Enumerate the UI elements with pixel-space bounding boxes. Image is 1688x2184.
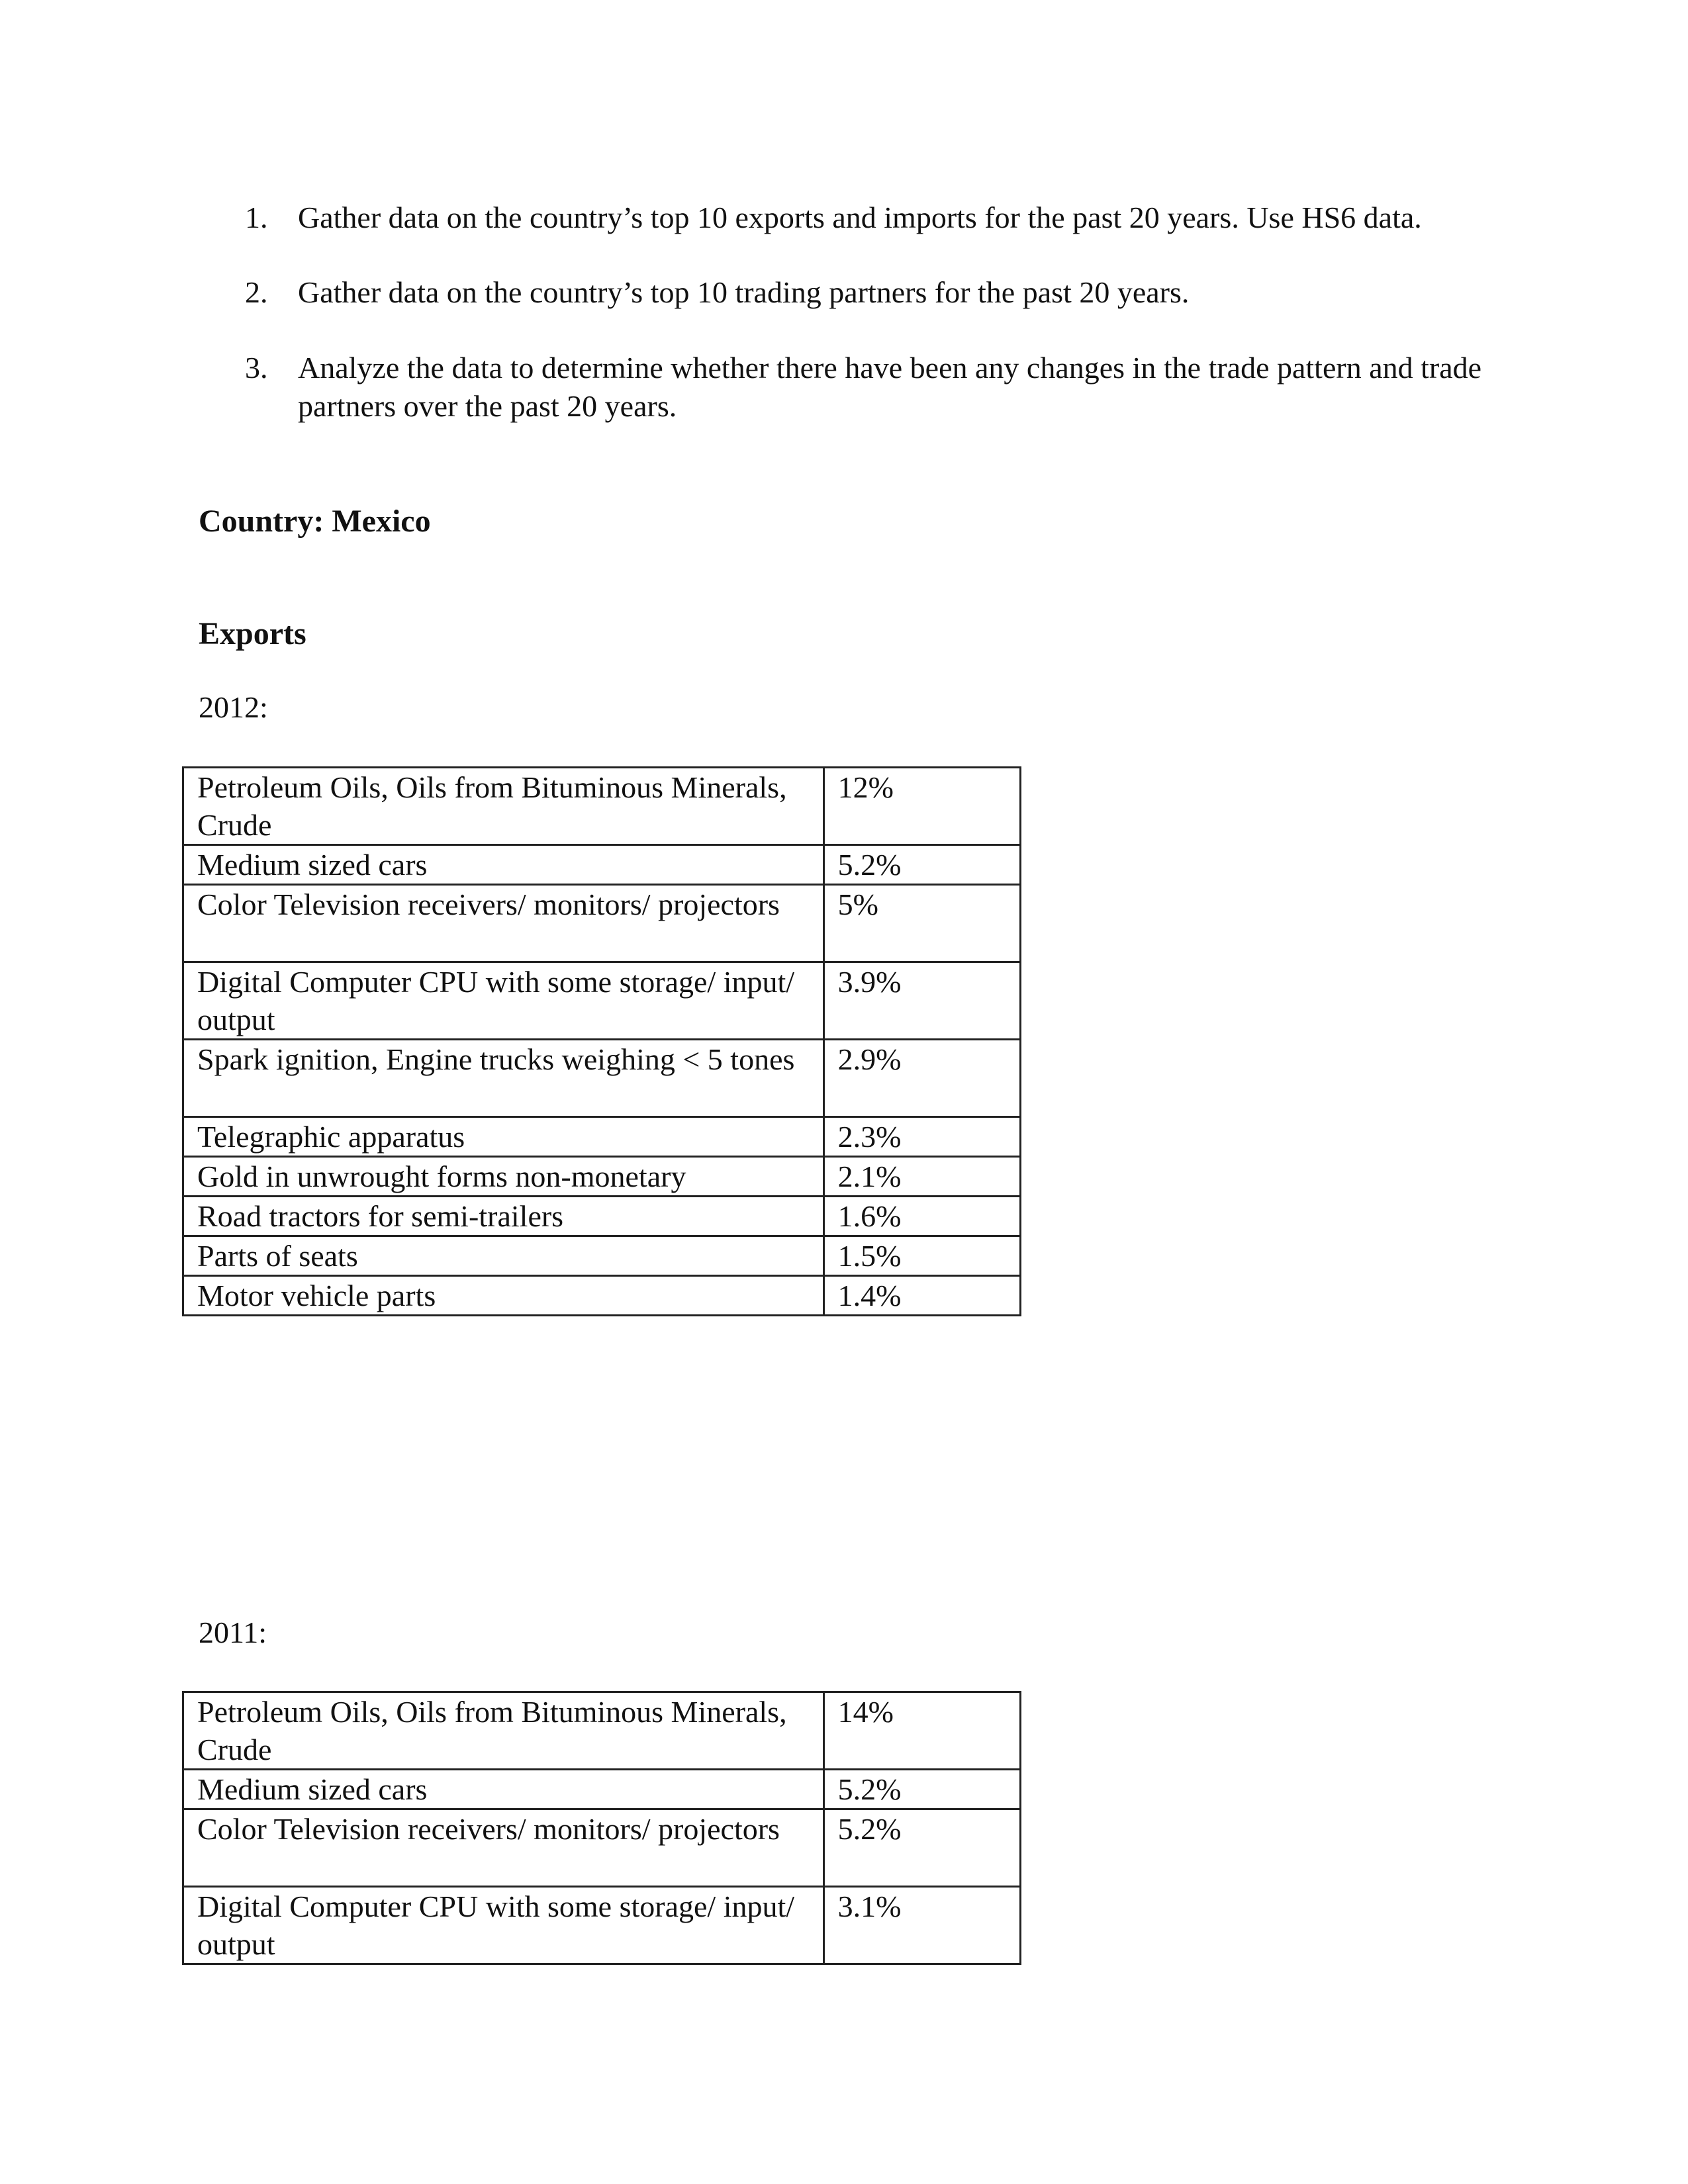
export-share-cell: 3.9% [823, 962, 1020, 1040]
year-label-2011: 2011: [199, 1615, 267, 1649]
table-row [183, 845, 1021, 885]
instruction-number: 2. [245, 275, 268, 309]
table-row [183, 1117, 1021, 1157]
export-share-cell: 5.2% [823, 845, 1020, 885]
instruction-number: 3. [245, 351, 268, 385]
export-item-cell: Digital Computer CPU with some storage/ input/ output [183, 962, 824, 1040]
table-row [183, 1887, 1021, 1964]
table-row [183, 768, 1021, 845]
instruction-text: Gather data on the country’s top 10 trading partners for the past 20 years. [298, 275, 1190, 309]
export-item-cell: Medium sized cars [183, 845, 824, 885]
table-row [183, 1276, 1021, 1316]
table-row [183, 885, 1021, 962]
country-name: Mexico [332, 504, 431, 539]
instruction-text: Analyze the data to determine whether there have been any changes in the trade pattern and trade partners over the past 20 years. [298, 351, 1482, 423]
table-row [183, 1809, 1021, 1887]
exports-heading: Exports [199, 616, 306, 651]
export-share-cell: 2.1% [823, 1157, 1020, 1197]
table-row [183, 1236, 1021, 1276]
export-item-cell: Medium sized cars [183, 1770, 824, 1809]
exports-table-2011 [182, 1691, 1021, 1965]
export-share-cell: 3.1% [823, 1887, 1020, 1964]
export-item-cell: Parts of seats [183, 1236, 824, 1276]
export-share-cell: 2.3% [823, 1117, 1020, 1157]
export-item-cell: Petroleum Oils, Oils from Bituminous Minerals, Crude [183, 1692, 824, 1770]
country-label: Country: [199, 504, 324, 539]
table-row [183, 1197, 1021, 1236]
export-item-cell: Motor vehicle parts [183, 1276, 824, 1316]
instruction-text: Gather data on the country’s top 10 exports and imports for the past 20 years. Use HS6 data. [298, 201, 1422, 234]
export-share-cell: 12% [823, 768, 1020, 845]
export-item-cell: Color Television receivers/ monitors/ projectors [183, 885, 824, 962]
export-item-cell: Petroleum Oils, Oils from Bituminous Minerals, Crude [183, 768, 824, 845]
export-share-cell: 5.2% [823, 1809, 1020, 1887]
table-row [183, 1040, 1021, 1117]
country-heading [199, 502, 431, 541]
year-label-2012: 2012: [199, 690, 268, 724]
export-item-cell: Gold in unwrought forms non-monetary [183, 1157, 824, 1197]
table-row [183, 962, 1021, 1040]
table-row [183, 1692, 1021, 1770]
instruction-number: 1. [245, 201, 268, 234]
export-item-cell: Color Television receivers/ monitors/ projectors [183, 1809, 824, 1887]
export-share-cell: 2.9% [823, 1040, 1020, 1117]
export-share-cell: 1.5% [823, 1236, 1020, 1276]
export-share-cell: 1.6% [823, 1197, 1020, 1236]
export-item-cell: Road tractors for semi-trailers [183, 1197, 824, 1236]
export-item-cell: Spark ignition, Engine trucks weighing < 5 tones [183, 1040, 824, 1117]
export-share-cell: 5% [823, 885, 1020, 962]
exports-table-2012 [182, 766, 1021, 1316]
export-item-cell: Telegraphic apparatus [183, 1117, 824, 1157]
table-row [183, 1157, 1021, 1197]
export-item-cell: Digital Computer CPU with some storage/ input/ output [183, 1887, 824, 1964]
export-share-cell: 5.2% [823, 1770, 1020, 1809]
export-share-cell: 1.4% [823, 1276, 1020, 1316]
table-row [183, 1770, 1021, 1809]
export-share-cell: 14% [823, 1692, 1020, 1770]
